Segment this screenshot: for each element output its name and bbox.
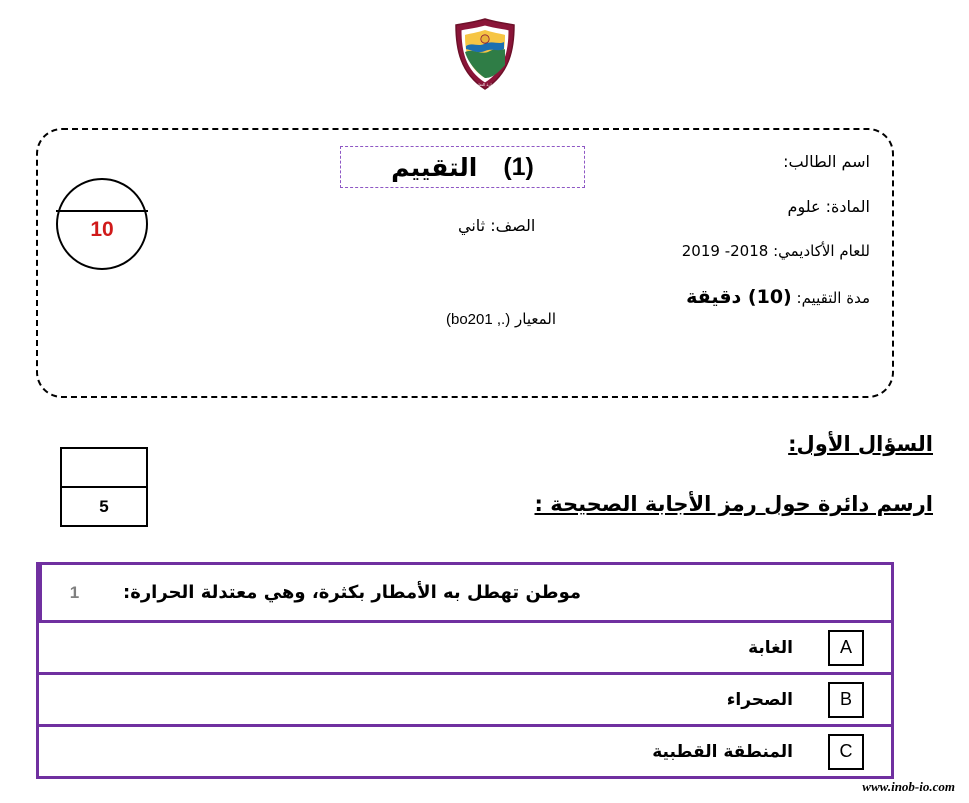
table-row-option-c[interactable] [39, 727, 891, 779]
criterion-row [446, 310, 556, 328]
criterion-code: (bo201 ,.) [446, 311, 511, 328]
class-grade-label: الصف: ثاني [458, 216, 536, 235]
option-b-letter: B [828, 682, 864, 718]
question-instruction: ارسم دائرة حول رمز الأجابة الصحيحة : [534, 492, 933, 516]
mark-circle-divider [56, 210, 148, 212]
score-box-top-cell [62, 449, 146, 488]
option-c-text: المنطقة القطبية [652, 741, 793, 762]
criterion-label: المعيار [515, 310, 556, 328]
option-c-letter-box[interactable] [801, 727, 891, 776]
question-table [36, 562, 894, 779]
question-number-cell: 1 [39, 565, 107, 620]
duration-row [540, 286, 870, 308]
option-b-text: الصحراء [726, 689, 793, 710]
question-stem-text: موطن تهطل به الأمطار بكثرة، وهي معتدلة الحرارة: [123, 582, 582, 603]
duration-prefix: مدة التقييم: [796, 289, 870, 307]
academic-year-label: للعام الأكاديمي: 2018- 2019 [681, 242, 870, 260]
site-watermark: www.inob-io.com [862, 779, 955, 794]
logo-container [0, 18, 969, 90]
table-row-question-stem [39, 565, 891, 623]
assessment-header-card [36, 128, 894, 398]
qatar-ministry-education-logo [452, 18, 518, 90]
option-a-text: الغابة [748, 637, 793, 658]
option-b-letter-box[interactable] [801, 675, 891, 724]
total-mark-circle [56, 178, 148, 270]
total-mark-value: 10 [90, 218, 114, 241]
option-a-letter-box[interactable] [801, 623, 891, 672]
question-one-heading: السؤال الأول: [788, 432, 933, 456]
option-a-letter: A [828, 630, 864, 666]
table-row-option-a[interactable] [39, 623, 891, 675]
student-name-label: اسم الطالب: [783, 152, 870, 171]
score-box-bottom-cell: 5 [99, 496, 109, 516]
assessment-number: (1) [503, 152, 534, 181]
option-c-letter: C [828, 734, 864, 770]
svg-text:وزارة التعليم: وزارة التعليم [474, 82, 495, 87]
assessment-title: التقييم [391, 152, 478, 182]
subject-label: المادة: علوم [787, 197, 870, 216]
question-score-box [60, 447, 148, 527]
header-fields [540, 152, 870, 308]
table-row-option-b[interactable] [39, 675, 891, 727]
duration-value: (10) دقيقة [686, 286, 792, 308]
